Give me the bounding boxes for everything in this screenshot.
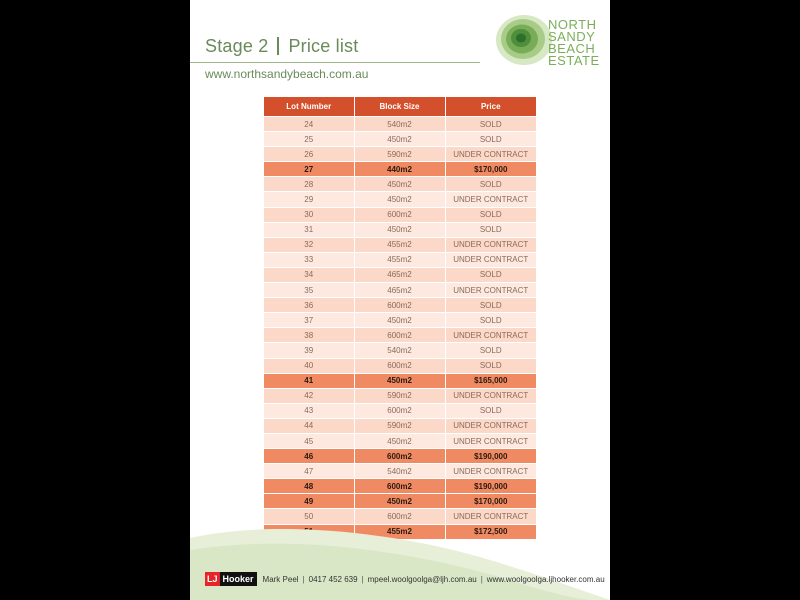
table-row <box>264 313 536 328</box>
lot-number-cell: 44 <box>264 418 354 433</box>
price-cell: SOLD <box>445 267 536 282</box>
col-header-block-size: Block Size <box>354 97 445 117</box>
page-title <box>205 36 358 57</box>
block-size-cell: 600m2 <box>354 207 445 222</box>
table-row <box>264 252 536 267</box>
table-row <box>264 207 536 222</box>
price-list-label: Price list <box>288 36 359 56</box>
lot-number-cell: 48 <box>264 479 354 494</box>
lot-number-cell: 41 <box>264 373 354 388</box>
price-cell: UNDER CONTRACT <box>445 388 536 403</box>
block-size-cell: 440m2 <box>354 162 445 177</box>
table-row <box>264 177 536 192</box>
logo-line-beach: BEACH <box>548 41 596 56</box>
block-size-cell: 600m2 <box>354 328 445 343</box>
col-header-price: Price <box>445 97 536 117</box>
price-cell: UNDER CONTRACT <box>445 237 536 252</box>
block-size-cell: 540m2 <box>354 343 445 358</box>
lj-mark: LJ <box>207 574 218 584</box>
price-cell: $165,000 <box>445 373 536 388</box>
estate-logo-text <box>548 19 600 67</box>
block-size-cell: 600m2 <box>354 509 445 524</box>
price-cell: UNDER CONTRACT <box>445 433 536 448</box>
block-size-cell: 600m2 <box>354 298 445 313</box>
lot-number-cell: 24 <box>264 117 354 132</box>
lot-number-cell: 50 <box>264 509 354 524</box>
lot-number-cell: 39 <box>264 343 354 358</box>
price-cell: $170,000 <box>445 494 536 509</box>
lot-number-cell: 47 <box>264 464 354 479</box>
price-cell: UNDER CONTRACT <box>445 252 536 267</box>
price-cell: SOLD <box>445 358 536 373</box>
document-page <box>190 0 610 600</box>
block-size-cell: 450m2 <box>354 433 445 448</box>
price-cell: UNDER CONTRACT <box>445 283 536 298</box>
block-size-cell: 450m2 <box>354 192 445 207</box>
website-link[interactable]: www.northsandybeach.com.au <box>205 67 369 81</box>
price-cell: SOLD <box>445 298 536 313</box>
block-size-cell: 590m2 <box>354 388 445 403</box>
block-size-cell: 450m2 <box>354 132 445 147</box>
block-size-cell: 450m2 <box>354 494 445 509</box>
footer-wave-graphic <box>190 520 610 600</box>
lot-number-cell: 37 <box>264 313 354 328</box>
table-row <box>264 192 536 207</box>
block-size-cell: 465m2 <box>354 283 445 298</box>
table-row <box>264 298 536 313</box>
price-cell: UNDER CONTRACT <box>445 192 536 207</box>
price-cell: $190,000 <box>445 479 536 494</box>
block-size-cell: 600m2 <box>354 358 445 373</box>
logo-line-estate: ESTATE <box>548 53 600 68</box>
table-row <box>264 418 536 433</box>
block-size-cell: 600m2 <box>354 479 445 494</box>
footer-separator: | <box>361 574 364 584</box>
price-cell: SOLD <box>445 207 536 222</box>
block-size-cell: 450m2 <box>354 313 445 328</box>
lot-number-cell: 40 <box>264 358 354 373</box>
hooker-mark: Hooker <box>220 572 257 586</box>
table-row <box>264 358 536 373</box>
table-row <box>264 267 536 282</box>
block-size-cell: 600m2 <box>354 403 445 418</box>
price-cell: $190,000 <box>445 449 536 464</box>
agency-website[interactable]: www.woolgoolga.ljhooker.com.au <box>486 574 605 584</box>
price-cell: $172,500 <box>445 524 536 539</box>
lot-number-cell: 26 <box>264 147 354 162</box>
price-cell: SOLD <box>445 403 536 418</box>
table-row <box>264 132 536 147</box>
table-row <box>264 388 536 403</box>
table-row <box>264 479 536 494</box>
lot-number-cell: 25 <box>264 132 354 147</box>
price-cell: UNDER CONTRACT <box>445 509 536 524</box>
block-size-cell: 455m2 <box>354 237 445 252</box>
lot-number-cell: 31 <box>264 222 354 237</box>
table-row <box>264 494 536 509</box>
footer-separator: | <box>480 574 483 584</box>
title-divider <box>277 37 279 55</box>
lot-number-cell: 27 <box>264 162 354 177</box>
table-row <box>264 162 536 177</box>
agent-email[interactable]: mpeel.woolgoolga@ljh.com.au <box>367 574 477 584</box>
price-cell: UNDER CONTRACT <box>445 464 536 479</box>
block-size-cell: 540m2 <box>354 117 445 132</box>
lot-number-cell: 43 <box>264 403 354 418</box>
table-row <box>264 283 536 298</box>
lot-number-cell: 33 <box>264 252 354 267</box>
price-cell: UNDER CONTRACT <box>445 147 536 162</box>
table-row <box>264 328 536 343</box>
logo-line-north: NORTH <box>548 17 597 32</box>
lot-number-cell: 46 <box>264 449 354 464</box>
agent-name: Mark Peel <box>262 574 299 584</box>
block-size-cell: 540m2 <box>354 464 445 479</box>
col-header-lot-number: Lot Number <box>264 97 354 117</box>
lot-number-cell: 30 <box>264 207 354 222</box>
table-row <box>264 433 536 448</box>
price-cell: SOLD <box>445 132 536 147</box>
block-size-cell: 600m2 <box>354 449 445 464</box>
lot-number-cell: 45 <box>264 433 354 448</box>
logo-line-sandy: SANDY <box>548 29 596 44</box>
lot-number-cell: 49 <box>264 494 354 509</box>
block-size-cell: 590m2 <box>354 418 445 433</box>
block-size-cell: 450m2 <box>354 177 445 192</box>
stage-label: Stage 2 <box>205 36 269 56</box>
table-row <box>264 237 536 252</box>
block-size-cell: 450m2 <box>354 222 445 237</box>
price-cell: SOLD <box>445 177 536 192</box>
table-header-row <box>264 97 536 117</box>
price-cell: UNDER CONTRACT <box>445 418 536 433</box>
price-cell: UNDER CONTRACT <box>445 328 536 343</box>
lot-number-cell: 32 <box>264 237 354 252</box>
table-row <box>264 343 536 358</box>
agent-phone[interactable]: 0417 452 639 <box>308 574 358 584</box>
price-cell: SOLD <box>445 222 536 237</box>
table-row <box>264 147 536 162</box>
block-size-cell: 455m2 <box>354 252 445 267</box>
price-cell: SOLD <box>445 343 536 358</box>
footer-contact-bar <box>205 571 605 587</box>
lot-number-cell: 36 <box>264 298 354 313</box>
lot-number-cell: 38 <box>264 328 354 343</box>
block-size-cell: 465m2 <box>354 267 445 282</box>
footer-separator: | <box>302 574 305 584</box>
lot-number-cell: 29 <box>264 192 354 207</box>
logo-ring-1 <box>516 34 526 43</box>
lj-hooker-logo <box>205 572 257 586</box>
table-row <box>264 117 536 132</box>
lot-number-cell: 34 <box>264 267 354 282</box>
block-size-cell: 590m2 <box>354 147 445 162</box>
table-row <box>264 373 536 388</box>
price-cell: SOLD <box>445 117 536 132</box>
price-cell: $170,000 <box>445 162 536 177</box>
lot-number-cell: 28 <box>264 177 354 192</box>
block-size-cell: 450m2 <box>354 373 445 388</box>
block-size-cell: 455m2 <box>354 524 445 539</box>
lot-number-cell: 35 <box>264 283 354 298</box>
table-row <box>264 403 536 418</box>
price-list-table <box>264 97 536 539</box>
table-row <box>264 222 536 237</box>
header-rule <box>190 62 480 63</box>
price-cell: SOLD <box>445 313 536 328</box>
lot-number-cell: 42 <box>264 388 354 403</box>
table-row <box>264 464 536 479</box>
table-row <box>264 449 536 464</box>
